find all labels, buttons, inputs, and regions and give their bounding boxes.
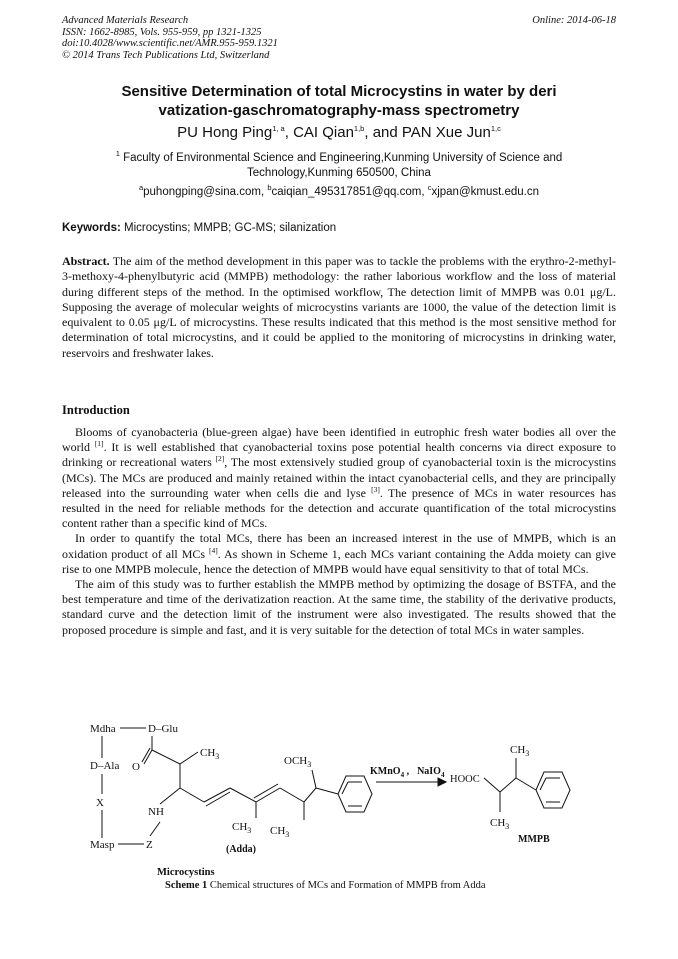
keywords-text: Microcystins; MMPB; GC-MS; silanization: [124, 222, 337, 234]
keywords: [62, 222, 616, 234]
journal-header: [62, 15, 616, 61]
email-link[interactable]: puhongping@sina.com: [143, 186, 261, 198]
scheme-number: Scheme 1: [165, 880, 208, 891]
och3-label: $OCH_3$: [284, 755, 312, 769]
scheme-caption: [62, 866, 616, 892]
author-sup: 1,b: [353, 124, 365, 133]
author-name: CAI Qian: [293, 124, 354, 141]
doi: doi:10.4028/www.scientific.net/AMR.955-959.1321: [62, 38, 278, 49]
paragraph: The aim of this study was to further establish the MMPB method by optimizing the dosage of BSTFA, and the best temperature and time of the derivatization reaction. At the same time, the stability of the derivative products, standard curve and the detection limit of the instrument were also investigated. The results showed that the proposed procedure is simple and fast, and it is very suitable for the detection of total MCs in water samples.: [62, 577, 616, 637]
text-run: Blooms of cyanobacteria (blue-green algae) have been identified in eutrophic fresh water bodies all over the world: [62, 425, 616, 455]
author-separator: , and: [364, 124, 402, 141]
ch3-label: $CH_3$: [510, 744, 530, 758]
author-sup: 1, a: [272, 124, 285, 133]
dala-label: D–Ala: [90, 760, 120, 772]
mmpb-label: MMPB: [518, 834, 550, 845]
online-date: Online: 2014-06-18: [532, 15, 616, 26]
author-name: PU Hong Ping: [177, 124, 273, 141]
carbonyl-o-label: O: [132, 761, 140, 773]
abstract-label: Abstract.: [62, 254, 110, 268]
affiliation-line-2: Technology,Kunming 650500, China: [247, 167, 431, 179]
citation[interactable]: [3]: [371, 484, 380, 494]
paragraph: [62, 425, 616, 531]
ch3-label: $CH_3$: [200, 747, 220, 761]
affiliation-line-1: Faculty of Environmental Science and Engineering,Kunming University of Science and: [123, 152, 563, 164]
paragraph: [62, 531, 616, 577]
keywords-label: Keywords:: [62, 222, 121, 234]
email-link[interactable]: xjpan@kmust.edu.cn: [431, 186, 540, 198]
chemical-scheme: [80, 712, 620, 862]
introduction-body: [62, 425, 616, 638]
title-line-1: Sensitive Determination of total Microcystins in water by deri: [121, 83, 557, 100]
adda-label: (Adda): [226, 844, 257, 855]
author-list: [62, 124, 616, 141]
masp-label: Masp: [90, 839, 115, 851]
text-run: . It is well established that cyanobacterial toxins pose potential health concerns via direct exposure to drinking or recreational waters: [62, 440, 616, 470]
email-list: $^a$puhongping@sina.com, $^b$caiqian_495317851@qq.com, $^c$xjpan@kmust.edu.cn: [138, 183, 540, 198]
copyright: © 2014 Trans Tech Publications Ltd, Switzerland: [62, 49, 270, 61]
dglu-label: D–Glu: [148, 723, 178, 735]
author-separator: ,: [284, 124, 294, 141]
mdha-label: Mdha: [90, 723, 116, 735]
caption-text: Chemical structures of MCs and Formation of MMPB from Adda: [207, 880, 486, 891]
z-label: Z: [146, 839, 153, 851]
hooc-label: HOOC: [450, 774, 480, 785]
citation[interactable]: [1]: [94, 439, 104, 449]
affiliation-sup: 1: [115, 149, 120, 159]
journal-name: Advanced Materials Research: [62, 15, 189, 26]
nh-label: NH: [148, 806, 164, 818]
email-sup: a: [138, 183, 144, 193]
email-link[interactable]: caiqian_495317851@qq.com: [271, 186, 422, 198]
ch3-label: $CH_3$: [490, 817, 510, 831]
text-run: In order to quantify the total MCs, there has been an increased interest in the use of MMPB, which is an oxidation product of all MCs: [62, 531, 616, 561]
citation[interactable]: [4]: [208, 545, 218, 555]
affiliation: [62, 151, 616, 181]
text-run: . As shown in Scheme 1, each MCs variant containing the Adda moiety can give rise to one MMPB molecule, hence the detection of MMPB would have equal sensitivity to that of total MCs.: [62, 546, 616, 576]
issn: ISSN: 1662-8985, Vols. 955-959, pp 1321-1325: [62, 26, 262, 38]
title-line-2: vatization-gaschromatography-mass spectrometry: [158, 102, 520, 119]
microcystins-label: Microcystins: [157, 867, 215, 878]
ch3-label: $CH_3$: [232, 821, 252, 835]
abstract-text: The aim of the method development in this paper was to tackle the problems with the erythro-2-methyl-3-methoxy-4-phenylbutyric acid (MMPB) methodology: the rather laborious workflow and the loss of material during different steps of the method. In the optimised workflow, The detection limit of MMPB was 0.01 μg/L. Supposing the average of molecular weights of microcystins variants are 1000, the value of the detection limit is equivalent to 0.05 μg/L of microcystins. These results indicated that this method is the most sensitive method for determination of total microcystins, and it could be applied to the monitoring of microcystins in drinking water, reservoirs and freshwater lakes.: [62, 254, 616, 360]
email-sup: c: [427, 183, 432, 193]
ch3-label: $CH_3$: [270, 825, 290, 839]
x-label: X: [96, 797, 104, 809]
abstract: [62, 254, 616, 361]
citation[interactable]: [2]: [215, 454, 225, 464]
email-sup: b: [267, 183, 272, 193]
paper-title: [62, 82, 616, 120]
text-run: , The most extensively studied group of cyanobacterial toxin is the microcystins (MCs). The MCs are produced and mainly retained within the intact cyanobacterial cells, and they are principally released into the surrounding water when cells die and lyse: [62, 455, 616, 500]
reagent-label: KMnO$_4$ , NaIO$_4$: [370, 766, 445, 779]
text-run: . The presence of MCs in water resources has resulted in the need for reliable methods for the detection and accurate quantification of the total microcystins content rather than a specific kind of MCs.: [62, 485, 617, 531]
section-title: Introduction: [62, 403, 130, 417]
author-name: PAN Xue Jun: [401, 124, 491, 141]
author-sup: 1,c: [490, 124, 501, 133]
